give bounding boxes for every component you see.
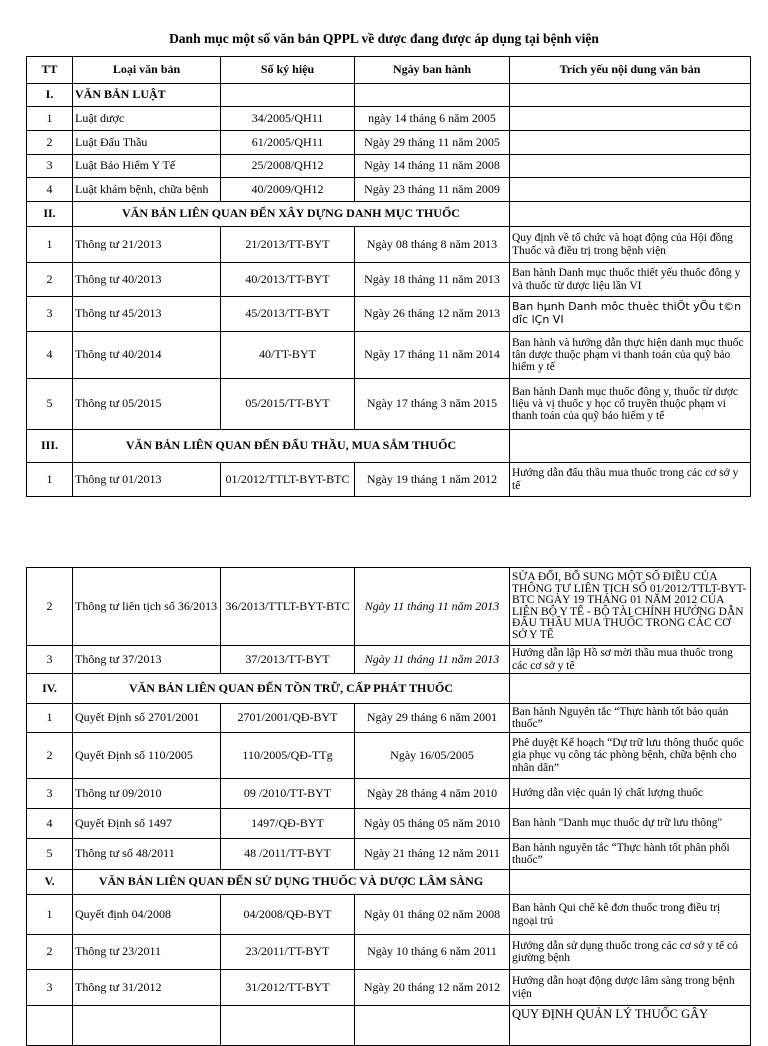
cell-so: 2701/2001/QĐ-BYT (221, 704, 355, 733)
table-row (27, 155, 751, 178)
cell-so: 21/2013/TT-BYT (221, 227, 355, 263)
section-number: V. (27, 870, 73, 895)
cell-loai: Thông tư 05/2015 (73, 379, 221, 430)
cell-so: 31/2012/TT-BYT (221, 970, 355, 1006)
cell-loai: Thông tư 45/2013 (73, 297, 221, 332)
cell-ngay: Ngày 26 tháng 12 năm 2013 (355, 297, 510, 332)
table-row (27, 178, 751, 202)
cell-trich: Ban hành Nguyên tắc “Thực hành tốt bảo quản thuốc” (510, 704, 751, 733)
cell-loai: Quyết Định số 110/2005 (73, 733, 221, 779)
cell-trich (510, 155, 751, 178)
cell-trich: Hướng dẫn lập Hồ sơ mời thầu mua thuốc trong các cơ sở y tế (510, 646, 751, 674)
cell-so: 01/2012/TTLT-BYT-BTC (221, 463, 355, 497)
cell-ngay: Ngày 29 tháng 11 năm 2005 (355, 131, 510, 155)
cell-loai: Luật dược (73, 107, 221, 131)
cell-trich: Phê duyệt Kế hoạch “Dự trữ lưu thông thuốc quốc gia phục vụ công tác phòng bệnh, chữa bệnh cho nhân dân” (510, 733, 751, 779)
cell-loai: Luật khám bệnh, chữa bệnh (73, 178, 221, 202)
cell-ngay: Ngày 28 tháng 4 năm 2010 (355, 779, 510, 809)
section-number: II. (27, 202, 73, 227)
cell-trich: Ban hành Danh mục thuốc thiết yếu thuốc đông y và thuốc từ dược liệu lần VI (510, 263, 751, 297)
cell-so: 1497/QĐ-BYT (221, 809, 355, 839)
cell-ngay: Ngày 11 tháng 11 năm 2013 (355, 646, 510, 674)
cell-loai: Thông tư 31/2012 (73, 970, 221, 1006)
table-row (27, 297, 751, 332)
cell-trich: Quy định về tổ chức và hoạt động của Hội đồng Thuốc và điều trị trong bệnh viện (510, 227, 751, 263)
cell-trich-partial: QUY ĐỊNH QUẢN LÝ THUỐC GÂY (510, 1006, 751, 1046)
cell-loai: Quyết Định số 2701/2001 (73, 704, 221, 733)
table-row (27, 1006, 751, 1046)
section-number: IV. (27, 674, 73, 704)
cell-tt: 4 (27, 809, 73, 839)
table-row (27, 131, 751, 155)
cell-trich: Hướng dẫn việc quản lý chất lượng thuốc (510, 779, 751, 809)
table-row (27, 839, 751, 870)
section-title: VĂN BẢN LIÊN QUAN ĐẾN SỬ DỤNG THUỐC VÀ DƯỢC LÂM SÀNG (73, 870, 510, 895)
cell-ngay: Ngày 17 tháng 3 năm 2015 (355, 379, 510, 430)
cell-ngay: Ngày 16/05/2005 (355, 733, 510, 779)
table-row (27, 704, 751, 733)
cell-trich: Ban hành nguyên tắc “Thực hành tốt phân phối thuốc” (510, 839, 751, 870)
cell-so: 110/2005/QĐ-TTg (221, 733, 355, 779)
cell-tt: 1 (27, 895, 73, 935)
table-row (27, 379, 751, 430)
cell-loai: Thông tư 40/2013 (73, 263, 221, 297)
table-row (27, 733, 751, 779)
table-row (27, 263, 751, 297)
cell-so: 48 /2011/TT-BYT (221, 839, 355, 870)
section-row (27, 674, 751, 704)
section-number: I. (27, 84, 73, 107)
cell-ngay: Ngày 17 tháng 11 năm 2014 (355, 332, 510, 379)
cell-loai: Thông tư 09/2010 (73, 779, 221, 809)
cell-loai: Thông tư liên tịch số 36/2013 (73, 568, 221, 646)
cell-trich (510, 107, 751, 131)
cell-ngay: ngày 14 tháng 6 năm 2005 (355, 107, 510, 131)
cell-tt: 3 (27, 155, 73, 178)
cell-loai: Thông tư 23/2011 (73, 935, 221, 970)
cell-tt: 3 (27, 779, 73, 809)
cell-trich: Ban hµnh Danh môc thuèc thiÕt yÕu t©n dîc lÇn VI (510, 297, 751, 332)
cell-loai: Thông tư số 48/2011 (73, 839, 221, 870)
cell-so: 45/2013/TT-BYT (221, 297, 355, 332)
cell-so: 25/2008/QH12 (221, 155, 355, 178)
table-row (27, 970, 751, 1006)
cell-trich: Hướng dẫn đấu thầu mua thuốc trong các cơ sở y tế (510, 463, 751, 497)
table-header-row (27, 57, 751, 84)
cell-ngay: Ngày 01 tháng 02 năm 2008 (355, 895, 510, 935)
cell-loai: Quyết Định số 1497 (73, 809, 221, 839)
cell-ngay: Ngày 19 tháng 1 năm 2012 (355, 463, 510, 497)
cell-tt: 1 (27, 107, 73, 131)
cell-tt: 1 (27, 227, 73, 263)
regulation-table-page-2 (26, 567, 751, 1046)
cell-ngay: Ngày 14 tháng 11 năm 2008 (355, 155, 510, 178)
cell-ngay: Ngày 05 tháng 05 năm 2010 (355, 809, 510, 839)
cell-tt: 2 (27, 131, 73, 155)
cell-trich: Hướng dẫn hoạt động dược lâm sàng trong bệnh viện (510, 970, 751, 1006)
cell-tt: 5 (27, 839, 73, 870)
cell-loai: Thông tư 40/2014 (73, 332, 221, 379)
table-row (27, 463, 751, 497)
cell-loai: Thông tư 21/2013 (73, 227, 221, 263)
table-row (27, 568, 751, 646)
cell-trich: Ban hành "Danh mục thuốc dự trữ lưu thông" (510, 809, 751, 839)
cell-so: 36/2013/TTLT-BYT-BTC (221, 568, 355, 646)
cell-loai: Thông tư 01/2013 (73, 463, 221, 497)
regulation-table-page-1 (26, 56, 751, 497)
cell-tt: 2 (27, 733, 73, 779)
table-row (27, 332, 751, 379)
section-row (27, 84, 751, 107)
cell-ngay: Ngày 23 tháng 11 năm 2009 (355, 178, 510, 202)
cell-tt: 3 (27, 297, 73, 332)
cell-so: 04/2008/QĐ-BYT (221, 895, 355, 935)
section-title: VĂN BẢN LIÊN QUAN ĐẾN XÂY DỰNG DANH MỤC THUỐC (73, 202, 510, 227)
cell-loai: Luật Bảo Hiểm Y Tế (73, 155, 221, 178)
document-title: Danh mục một số văn bản QPPL về dược đang được áp dụng tại bệnh viện (169, 31, 599, 46)
cell-so: 34/2005/QH11 (221, 107, 355, 131)
cell-so: 23/2011/TT-BYT (221, 935, 355, 970)
cell-so: 37/2013/TT-BYT (221, 646, 355, 674)
cell-ngay: Ngày 08 tháng 8 năm 2013 (355, 227, 510, 263)
cell-tt: 5 (27, 379, 73, 430)
cell-trich: Ban hành Danh mục thuốc đông y, thuốc từ dược liệu và vị thuốc y học cổ truyền thuộc phạm vi thanh toán của quỹ bảo hiểm y tế (510, 379, 751, 430)
cell-trich (510, 178, 751, 202)
cell-tt: 4 (27, 178, 73, 202)
cell-so: 40/2013/TT-BYT (221, 263, 355, 297)
cell-trich: Ban hành và hướng dẫn thực hiện danh mục thuốc tân dược thuộc phạm vi thanh toán của quỹ bảo hiểm y tế (510, 332, 751, 379)
table-row (27, 646, 751, 674)
cell-so: 40/2009/QH12 (221, 178, 355, 202)
table-row (27, 809, 751, 839)
cell-trich: Ban hành Qui chế kê đơn thuốc trong điều trị ngoại trú (510, 895, 751, 935)
cell-ngay: Ngày 29 tháng 6 năm 2001 (355, 704, 510, 733)
cell-so: 09 /2010/TT-BYT (221, 779, 355, 809)
cell-so: 61/2005/QH11 (221, 131, 355, 155)
cell-so: 40/TT-BYT (221, 332, 355, 379)
cell-ngay: Ngày 21 tháng 12 năm 2011 (355, 839, 510, 870)
header-so-ky-hieu: Số ký hiệu (221, 57, 355, 84)
table-row (27, 107, 751, 131)
cell-tt: 2 (27, 263, 73, 297)
header-ngay-ban-hanh: Ngày ban hành (355, 57, 510, 84)
cell-tt: 2 (27, 935, 73, 970)
cell-tt: 3 (27, 646, 73, 674)
section-title: VĂN BẢN LUẬT (73, 84, 221, 107)
cell-tt: 3 (27, 970, 73, 1006)
cell-loai: Quyết định 04/2008 (73, 895, 221, 935)
section-number: III. (27, 430, 73, 463)
section-title: VĂN BẢN LIÊN QUAN ĐẾN TỒN TRỮ, CẤP PHÁT THUỐC (73, 674, 510, 704)
section-row (27, 430, 751, 463)
cell-ngay: Ngày 20 tháng 12 năm 2012 (355, 970, 510, 1006)
section-title: VĂN BẢN LIÊN QUAN ĐẾN ĐẤU THẦU, MUA SẮM THUỐC (73, 430, 510, 463)
table-row (27, 227, 751, 263)
cell-trich: Hướng dẫn sử dụng thuốc trong các cơ sở y tế có giường bệnh (510, 935, 751, 970)
cell-ngay: Ngày 18 tháng 11 năm 2013 (355, 263, 510, 297)
cell-tt: 1 (27, 463, 73, 497)
table-row (27, 935, 751, 970)
section-row (27, 870, 751, 895)
cell-trich (510, 131, 751, 155)
header-loai-van-ban: Loại văn bản (73, 57, 221, 84)
cell-trich: SỬA ĐỔI, BỔ SUNG MỘT SỐ ĐIỀU CỦA THÔNG TƯ LIÊN TỊCH SỐ 01/2012/TTLT-BYT-BTC NGÀY 19 THÁNG 01 NĂM 2012 CỦA LIÊN BỘ Y TẾ - BỘ TÀI CHÍNH HƯỚNG DẪN ĐẤU THẦU MUA THUỐC TRONG CÁC CƠ SỞ Y TẾ (510, 568, 751, 646)
cell-so: 05/2015/TT-BYT (221, 379, 355, 430)
cell-ngay: Ngày 11 tháng 11 năm 2013 (355, 568, 510, 646)
header-trich-yeu: Trích yếu nội dung văn bản (510, 57, 751, 84)
cell-tt: 4 (27, 332, 73, 379)
cell-ngay: Ngày 10 tháng 6 năm 2011 (355, 935, 510, 970)
section-row (27, 202, 751, 227)
cell-loai: Thông tư 37/2013 (73, 646, 221, 674)
table-row (27, 779, 751, 809)
cell-tt: 2 (27, 568, 73, 646)
cell-tt: 1 (27, 704, 73, 733)
cell-loai: Luật Đấu Thầu (73, 131, 221, 155)
header-tt: TT (27, 57, 73, 84)
table-row (27, 895, 751, 935)
